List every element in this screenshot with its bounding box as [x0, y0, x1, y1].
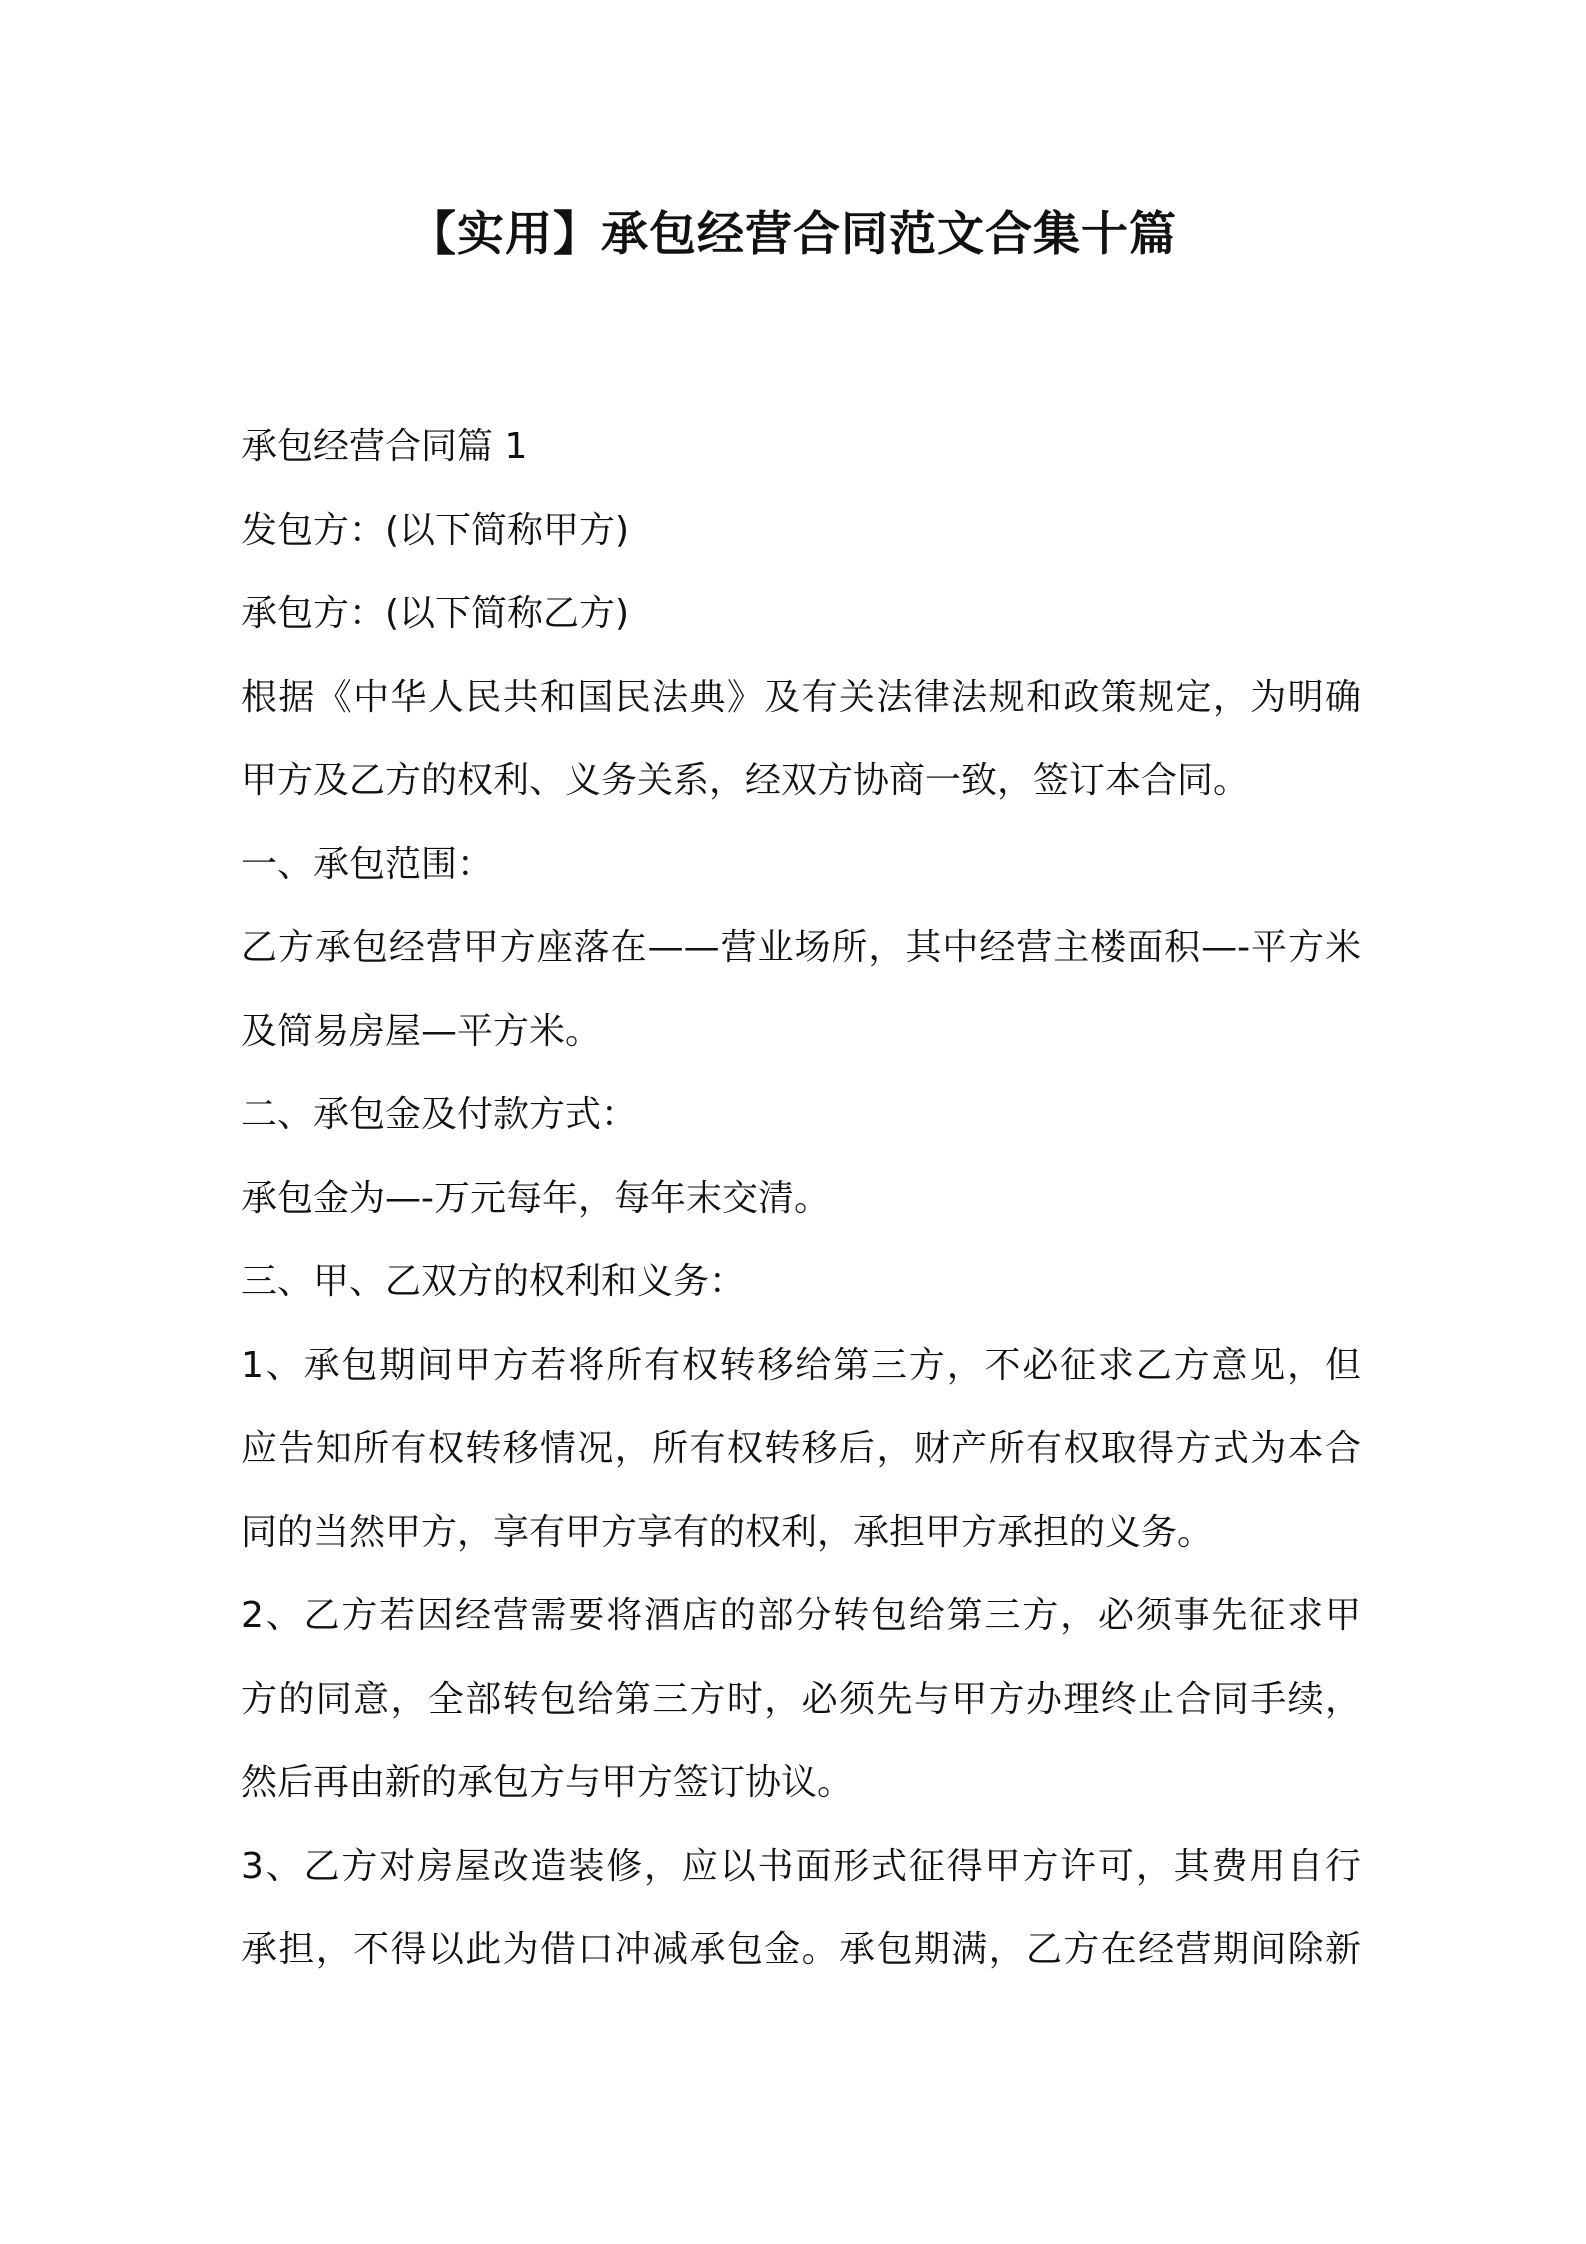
document-line: 方的同意，全部转包给第三方时，必须先与甲方办理终止合同手续， — [241, 1678, 1361, 1720]
document-line: 然后再由新的承包方与甲方签订协议。 — [241, 1762, 854, 1803]
document-body — [241, 405, 1361, 1992]
document-line: 1、承包期间甲方若将所有权转移给第三方，不必征求乙方意见，但 — [241, 1344, 1361, 1386]
document-line: 及简易房屋—平方米。 — [241, 1010, 602, 1052]
document-line: 一、承包范围： — [241, 843, 494, 885]
document-line: 同的当然甲方，享有甲方享有的权利，承担甲方承担的义务。 — [241, 1511, 1214, 1553]
document-line: 甲方及乙方的权利、义务关系，经双方协商一致，签订本合同。 — [241, 760, 1250, 801]
document-line: 承包经营合同篇 1 — [241, 426, 528, 467]
document-line: 乙方承包经营甲方座落在——营业场所，其中经营主楼面积—-平方米 — [241, 927, 1361, 968]
document-line: 3、乙方对房屋改造装修，应以书面形式征得甲方许可，其费用自行 — [241, 1845, 1361, 1887]
document-line: 承包金为—-万元每年，每年末交清。 — [241, 1177, 830, 1219]
document-line: 发包方：(以下简称甲方) — [241, 509, 630, 551]
document-line: 根据《中华人民共和国民法典》及有关法律法规和政策规定，为明确 — [241, 676, 1361, 718]
document-line: 2、乙方若因经营需要将酒店的部分转包给第三方，必须事先征求甲 — [241, 1595, 1361, 1636]
document-line: 二、承包金及付款方式： — [241, 1094, 638, 1135]
document-line: 承担，不得以此为借口冲减承包金。承包期满，乙方在经营期间除新 — [241, 1929, 1361, 1970]
document-line: 承包方：(以下简称乙方) — [241, 593, 630, 634]
document-title: 【实用】承包经营合同范文合集十篇 — [409, 207, 1177, 262]
document-line: 三、甲、乙双方的权利和义务： — [241, 1261, 746, 1302]
document-line: 应告知所有权转移情况，所有权转移后，财产所有权取得方式为本合 — [241, 1428, 1361, 1469]
